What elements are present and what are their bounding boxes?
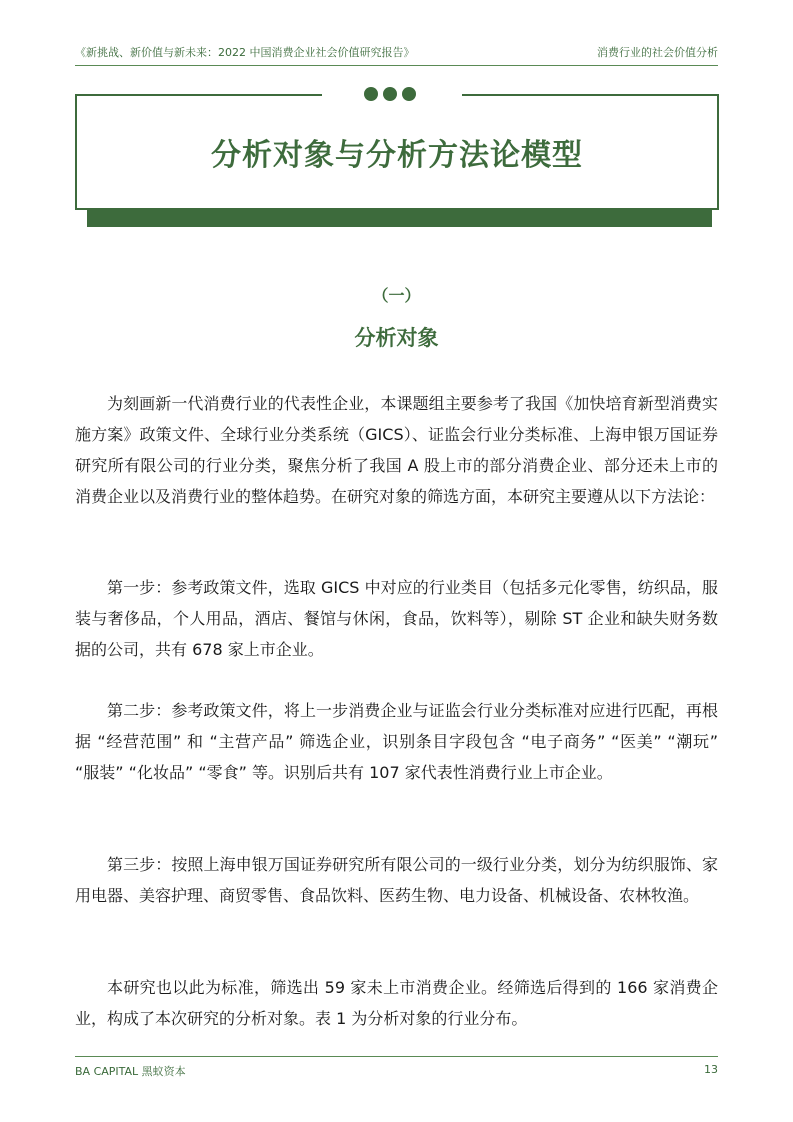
dot-icon xyxy=(383,87,397,101)
header-divider xyxy=(75,65,718,66)
paragraph-conclusion: 本研究也以此为标准，筛选出 59 家未上市消费企业。经筛选后得到的 166 家消费企业，构成了本次研究的分析对象。表 1 为分析对象的行业分布。 xyxy=(75,978,718,1028)
page-number: 13 xyxy=(704,1063,718,1076)
header-report-title: 《新挑战、新价值与新未来：2022 中国消费企业社会价值研究报告》 xyxy=(75,46,415,59)
paragraph-step-3: 第三步：按照上海申银万国证券研究所有限公司的一级行业分类，划分为纺织服饰、家用电器、美容护理、商贸零售、食品饮料、医药生物、电力设备、机械设备、农林牧渔。 xyxy=(75,855,718,905)
section-title: 分析对象 xyxy=(354,326,439,350)
paragraph-intro: 为刻画新一代消费行业的代表性企业，本课题组主要参考了我国《加快培育新型消费实施方案》政策文件、全球行业分类系统（GICS）、证监会行业分类标准、上海申银万国证券研究所有限公司的行业分类，聚焦分析了我国 A 股上市的部分消费企业、部分还未上市的消费企业以及消费行业的整体趋势。在研究对象的筛选方面，本研究主要遵从以下方法论： xyxy=(75,394,718,506)
paragraph-step-2: 第二步：参考政策文件，将上一步消费企业与证监会行业分类标准对应进行匹配，再根据 “经营范围” 和 “主营产品” 筛选企业，识别条目字段包含 “电子商务” “医美” “潮玩” “服装” “化妆品” “零食” 等。识别后共有 107 家代表性消费行业上市企业。 xyxy=(75,701,718,782)
decorative-dots xyxy=(364,87,416,101)
title-box-shadow xyxy=(87,207,712,227)
header-chapter-title: 消费行业的社会价值分析 xyxy=(597,46,718,59)
paragraph-step-1: 第一步：参考政策文件，选取 GICS 中对应的行业类目（包括多元化零售，纺织品，服装与奢侈品，个人用品，酒店、餐馆与休闲，食品，饮料等），剔除 ST 企业和缺失财务数据的公司，共有 678 家上市企业。 xyxy=(75,578,718,659)
page-title: 分析对象与分析方法论模型 xyxy=(211,138,583,173)
footer-divider xyxy=(75,1056,718,1057)
dot-icon xyxy=(402,87,416,101)
section-number: （一） xyxy=(372,286,421,305)
dot-icon xyxy=(364,87,378,101)
footer-brand: BA CAPITAL 黑蚁资本 xyxy=(75,1065,186,1078)
